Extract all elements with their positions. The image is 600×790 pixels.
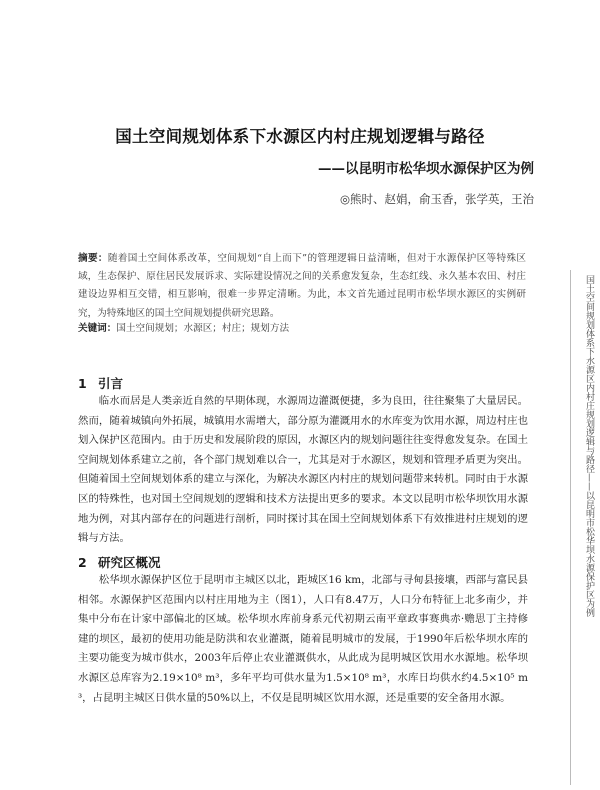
section-heading-introduction	[78, 374, 123, 392]
section-body-introduction: 临水而居是人类亲近自然的早期体现，水源周边灌溉便捷，多为良田，往往聚集了大量居民。然而，随着城镇向外拓展，城镇用水需增大，部分原为灌溉用水的水库变为饮用水源，周边村庄也划入保护区范围内。由于历史和发展阶段的原因，水源区内的规划问题往往变得愈发复杂。在国土空间规划体系建立之前，各个部门规划难以合一，尤其是对于水源区，规划和管理矛盾更为突出。但随着国土空间规划体系的建立与深化，为解决水源区内村庄的规划问题带来转机。同时由于水源区的特殊性，也对国土空间规划的逻辑和技术方法提出更多的要求。本文以昆明市松华坝饮用水源地为例，对其内部存在的问题进行剖析，同时探讨其在国土空间规划体系下有效推进村庄规划的逻辑与方法。	[78, 395, 528, 545]
keywords-label: 关键词：	[78, 323, 117, 334]
abstract-block	[78, 250, 526, 323]
section-title: 引言	[98, 376, 124, 391]
running-title-sidebar: 国土空间规划体系下水源区内村庄规划逻辑与路径——以昆明市松华坝水源保护区为例	[584, 275, 594, 617]
sidebar-divider	[570, 270, 571, 785]
section-body-study-area: 松华坝水源保护区位于昆明市主城区以北，距城区16 km，北部与寻甸县接壤，西部与富民县相邻。水源保护区范围内以村庄用地为主（图1），人口有8.47万，人口分布特征上北多南少，并集中分布在计家中部偏北的区域。松华坝水库前身系元代初期云南平章政事赛典赤·赡思丁主持修建的坝区，最初的使用功能是防洪和农业灌溉，随着昆明城市的发展，于1990年后松华坝水库的主要功能变为城市供水，2003年后停止农业灌溉供水，从此成为昆明城区饮用水水源地。松华坝水源区总库容为2.19×10⁸ m³，多年平均可供水量为1.5×10⁸ m³，水库日均供水约4.5×10⁵ m³，占昆明主城区日供水量的50%以上，不仅是昆明城区饮用水源，还是重要的安全备用水源。	[78, 574, 528, 704]
article-title: 国土空间规划体系下水源区内村庄规划逻辑与路径	[115, 127, 485, 146]
abstract-text: 随着国土空间体系改革，空间规划“自上而下”的管理逻辑日益清晰，但对于水源保护区等特殊区域，生态保护、原住居民发展诉求、实际建设情况之间的关系愈发复杂，生态红线、永久基本农田、村庄建设边界相互交错，相互影响，很难一步界定清晰。为此，本文首先通过昆明市松华坝水源区的实例研究，为特殊地区的国土空间规划提供研究思路。	[78, 253, 527, 319]
section-heading-study-area	[78, 553, 161, 571]
abstract-label: 摘要：	[78, 253, 108, 264]
keywords-text: 国土空间规划；水源区；村庄；规划方法	[116, 323, 290, 334]
author-list: ◎熊时、赵娟，俞玉香，张学英，王治	[339, 192, 534, 206]
keywords-block	[78, 320, 526, 338]
section-number: 1	[78, 376, 87, 391]
article-subtitle: ——以昆明市松华坝水源保护区为例	[318, 161, 534, 177]
section-number: 2	[78, 555, 87, 570]
section-title: 研究区概况	[98, 555, 161, 570]
